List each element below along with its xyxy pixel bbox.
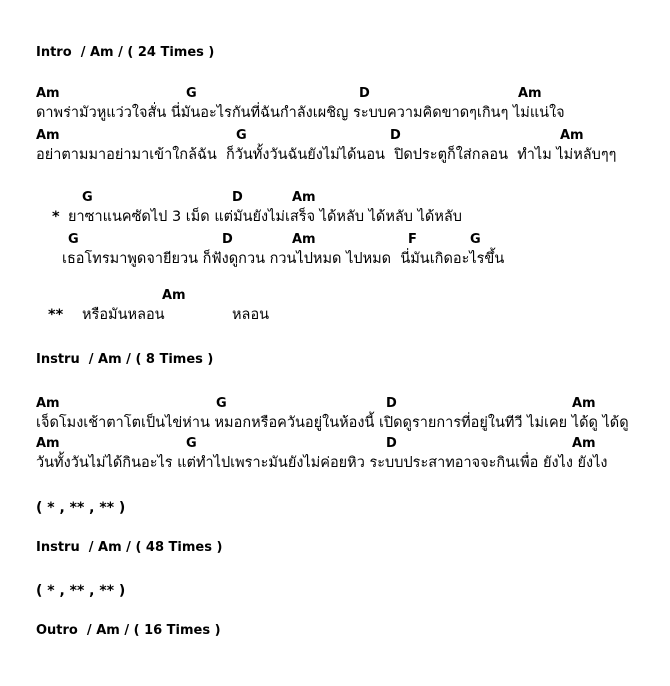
chord-label: Am: [518, 86, 542, 101]
chorus-line1: [0, 190, 670, 228]
repeat-marker-double-star: **: [48, 307, 64, 323]
section-instru-2: Instru / Am / ( 48 Times ): [36, 540, 223, 555]
chord-label: G: [236, 128, 247, 143]
section-intro: Intro / Am / ( 24 Times ): [36, 45, 215, 60]
chord-label: G: [216, 396, 227, 411]
lyric-row: [0, 304, 670, 326]
lyric-text: วันทั้งวันไม่ได้กินอะไร แต่ทำไปเพราะมันยังไม่ค่อยหิว ระบบประสาทอาจจะกินเพื่อ ยังไง ยังไง: [36, 455, 608, 471]
lyric-row: [0, 102, 670, 124]
chord-row: [0, 128, 670, 144]
repeat-marker-star: *: [52, 209, 60, 225]
lyric-text: ดาพร่ามัวหูแว่วใจสั่น นี่มันอะไรกันที่ฉันกำลังเผชิญ ระบบความคิดขาดๆเกินๆ ไม่แน่ใจ: [36, 105, 565, 121]
section-outro: Outro / Am / ( 16 Times ): [36, 623, 221, 638]
verse2-line2: [0, 436, 670, 474]
chorus2-line1: [0, 288, 670, 326]
chord-row: [0, 436, 670, 452]
lyric-row: [0, 144, 670, 166]
chord-label: Am: [162, 288, 186, 303]
chord-label: D: [386, 436, 397, 451]
verse1-line2: [0, 128, 670, 166]
chord-label: G: [186, 86, 197, 101]
lyric-text: อย่าตามมาอย่ามาเข้าใกล้ฉัน ก็วันทั้งวันฉันยังไม่ได้นอน ปิดประตูก็ใส่กลอน ทำไม ไม่หลับๆๆ: [36, 147, 617, 163]
chord-label: Am: [292, 190, 316, 205]
chord-label: D: [222, 232, 233, 247]
chord-label: G: [470, 232, 481, 247]
lyric-text: หลอน: [232, 307, 270, 323]
lyric-row: [0, 206, 670, 228]
chord-label: G: [68, 232, 79, 247]
chord-label: Am: [572, 396, 596, 411]
repeat-block-2: ( * , ** , ** ): [36, 583, 126, 599]
chord-label: Am: [292, 232, 316, 247]
chord-label: D: [390, 128, 401, 143]
section-instru-1: Instru / Am / ( 8 Times ): [36, 352, 214, 367]
chord-label: Am: [36, 436, 60, 451]
chord-label: G: [82, 190, 93, 205]
lyric-text: เธอโทรมาพูดจายียวน ก็ฟังดูกวน กวนไปหมด ไปหมด นี่มันเกิดอะไรขึ้น: [62, 251, 505, 267]
chord-label: Am: [36, 396, 60, 411]
verse2-line1: [0, 396, 670, 434]
chord-row: [0, 190, 670, 206]
chord-row: [0, 232, 670, 248]
lyric-row: [0, 452, 670, 474]
lyric-text: หรือมันหลอน: [82, 307, 165, 323]
lyric-text: เจ็ดโมงเช้าตาโตเป็นไข่ห่าน หมอกหรือควันอยู่ในห้องนี้ เปิดดูรายการที่อยู่ในทีวี ไม่เคย ได้ดู ได้ดู: [36, 415, 629, 431]
chord-label: F: [408, 232, 417, 247]
repeat-block-1: ( * , ** , ** ): [36, 500, 126, 516]
chord-label: D: [232, 190, 243, 205]
chorus-line2: [0, 232, 670, 270]
chord-row: [0, 288, 670, 304]
verse1-line1: [0, 86, 670, 124]
chord-label: G: [186, 436, 197, 451]
chord-label: Am: [572, 436, 596, 451]
lyric-row: [0, 412, 670, 434]
chord-label: Am: [36, 86, 60, 101]
chord-label: Am: [36, 128, 60, 143]
lyric-row: [0, 248, 670, 270]
chord-label: D: [359, 86, 370, 101]
chord-row: [0, 86, 670, 102]
chord-label: D: [386, 396, 397, 411]
chord-row: [0, 396, 670, 412]
lyric-text: ยาซาแนคซัดไป 3 เม็ด แต่มันยังไม่เสร็จ ได้หลับ ได้หลับ ได้หลับ: [68, 209, 462, 225]
chord-label: Am: [560, 128, 584, 143]
